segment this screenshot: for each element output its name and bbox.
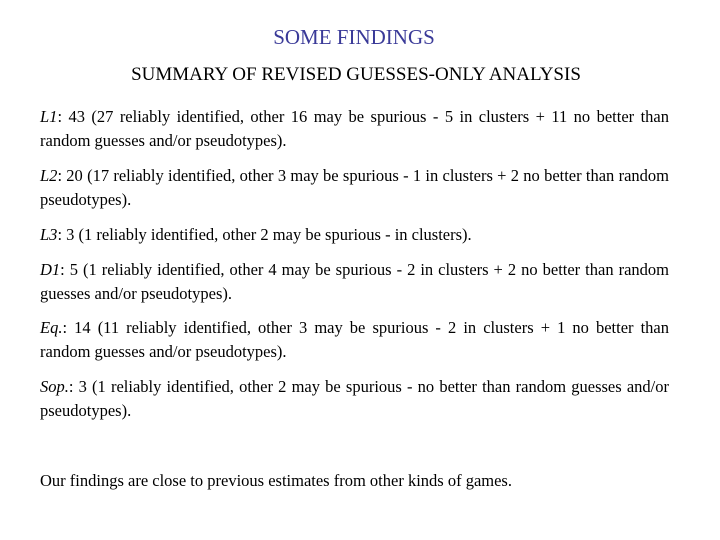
finding-text: : 3 (1 reliably identified, other 2 may be spurious - in clusters). bbox=[57, 225, 472, 244]
slide-title: SOME FINDINGS bbox=[273, 25, 435, 49]
finding-text: : 3 (1 reliably identified, other 2 may be spurious - no better than random guesses and/or pseudotypes). bbox=[40, 377, 669, 420]
finding-text: : 20 (17 reliably identified, other 3 may be spurious - 1 in clusters + 2 no better than random pseudotypes). bbox=[40, 166, 669, 209]
finding-label: L2 bbox=[40, 166, 58, 185]
finding-text: : 5 (1 reliably identified, other 4 may be spurious - 2 in clusters + 2 no better than random guesses and/or pseudotypes). bbox=[40, 260, 669, 303]
finding-d1 bbox=[40, 258, 669, 305]
finding-label: L3 bbox=[40, 225, 58, 244]
slide-subtitle: SUMMARY OF REVISED GUESSES-ONLY ANALYSIS bbox=[131, 64, 581, 85]
finding-eq bbox=[40, 316, 669, 363]
finding-l1 bbox=[40, 105, 669, 152]
finding-l2 bbox=[40, 164, 669, 211]
finding-label: D1 bbox=[40, 260, 61, 279]
finding-text: : 43 (27 reliably identified, other 16 may be spurious - 5 in clusters + 11 no better than random guesses and/or pseudotypes). bbox=[40, 107, 669, 150]
finding-sop bbox=[40, 375, 669, 422]
finding-text: : 14 (11 reliably identified, other 3 may be spurious - 2 in clusters + 1 no better than random guesses and/or pseudotypes). bbox=[40, 318, 669, 361]
conclusion-text: Our findings are close to previous estimates from other kinds of games. bbox=[40, 471, 512, 490]
finding-label: L1 bbox=[40, 107, 58, 126]
finding-label: Eq. bbox=[40, 318, 63, 337]
finding-label: Sop. bbox=[40, 377, 69, 396]
finding-l3 bbox=[40, 223, 669, 247]
